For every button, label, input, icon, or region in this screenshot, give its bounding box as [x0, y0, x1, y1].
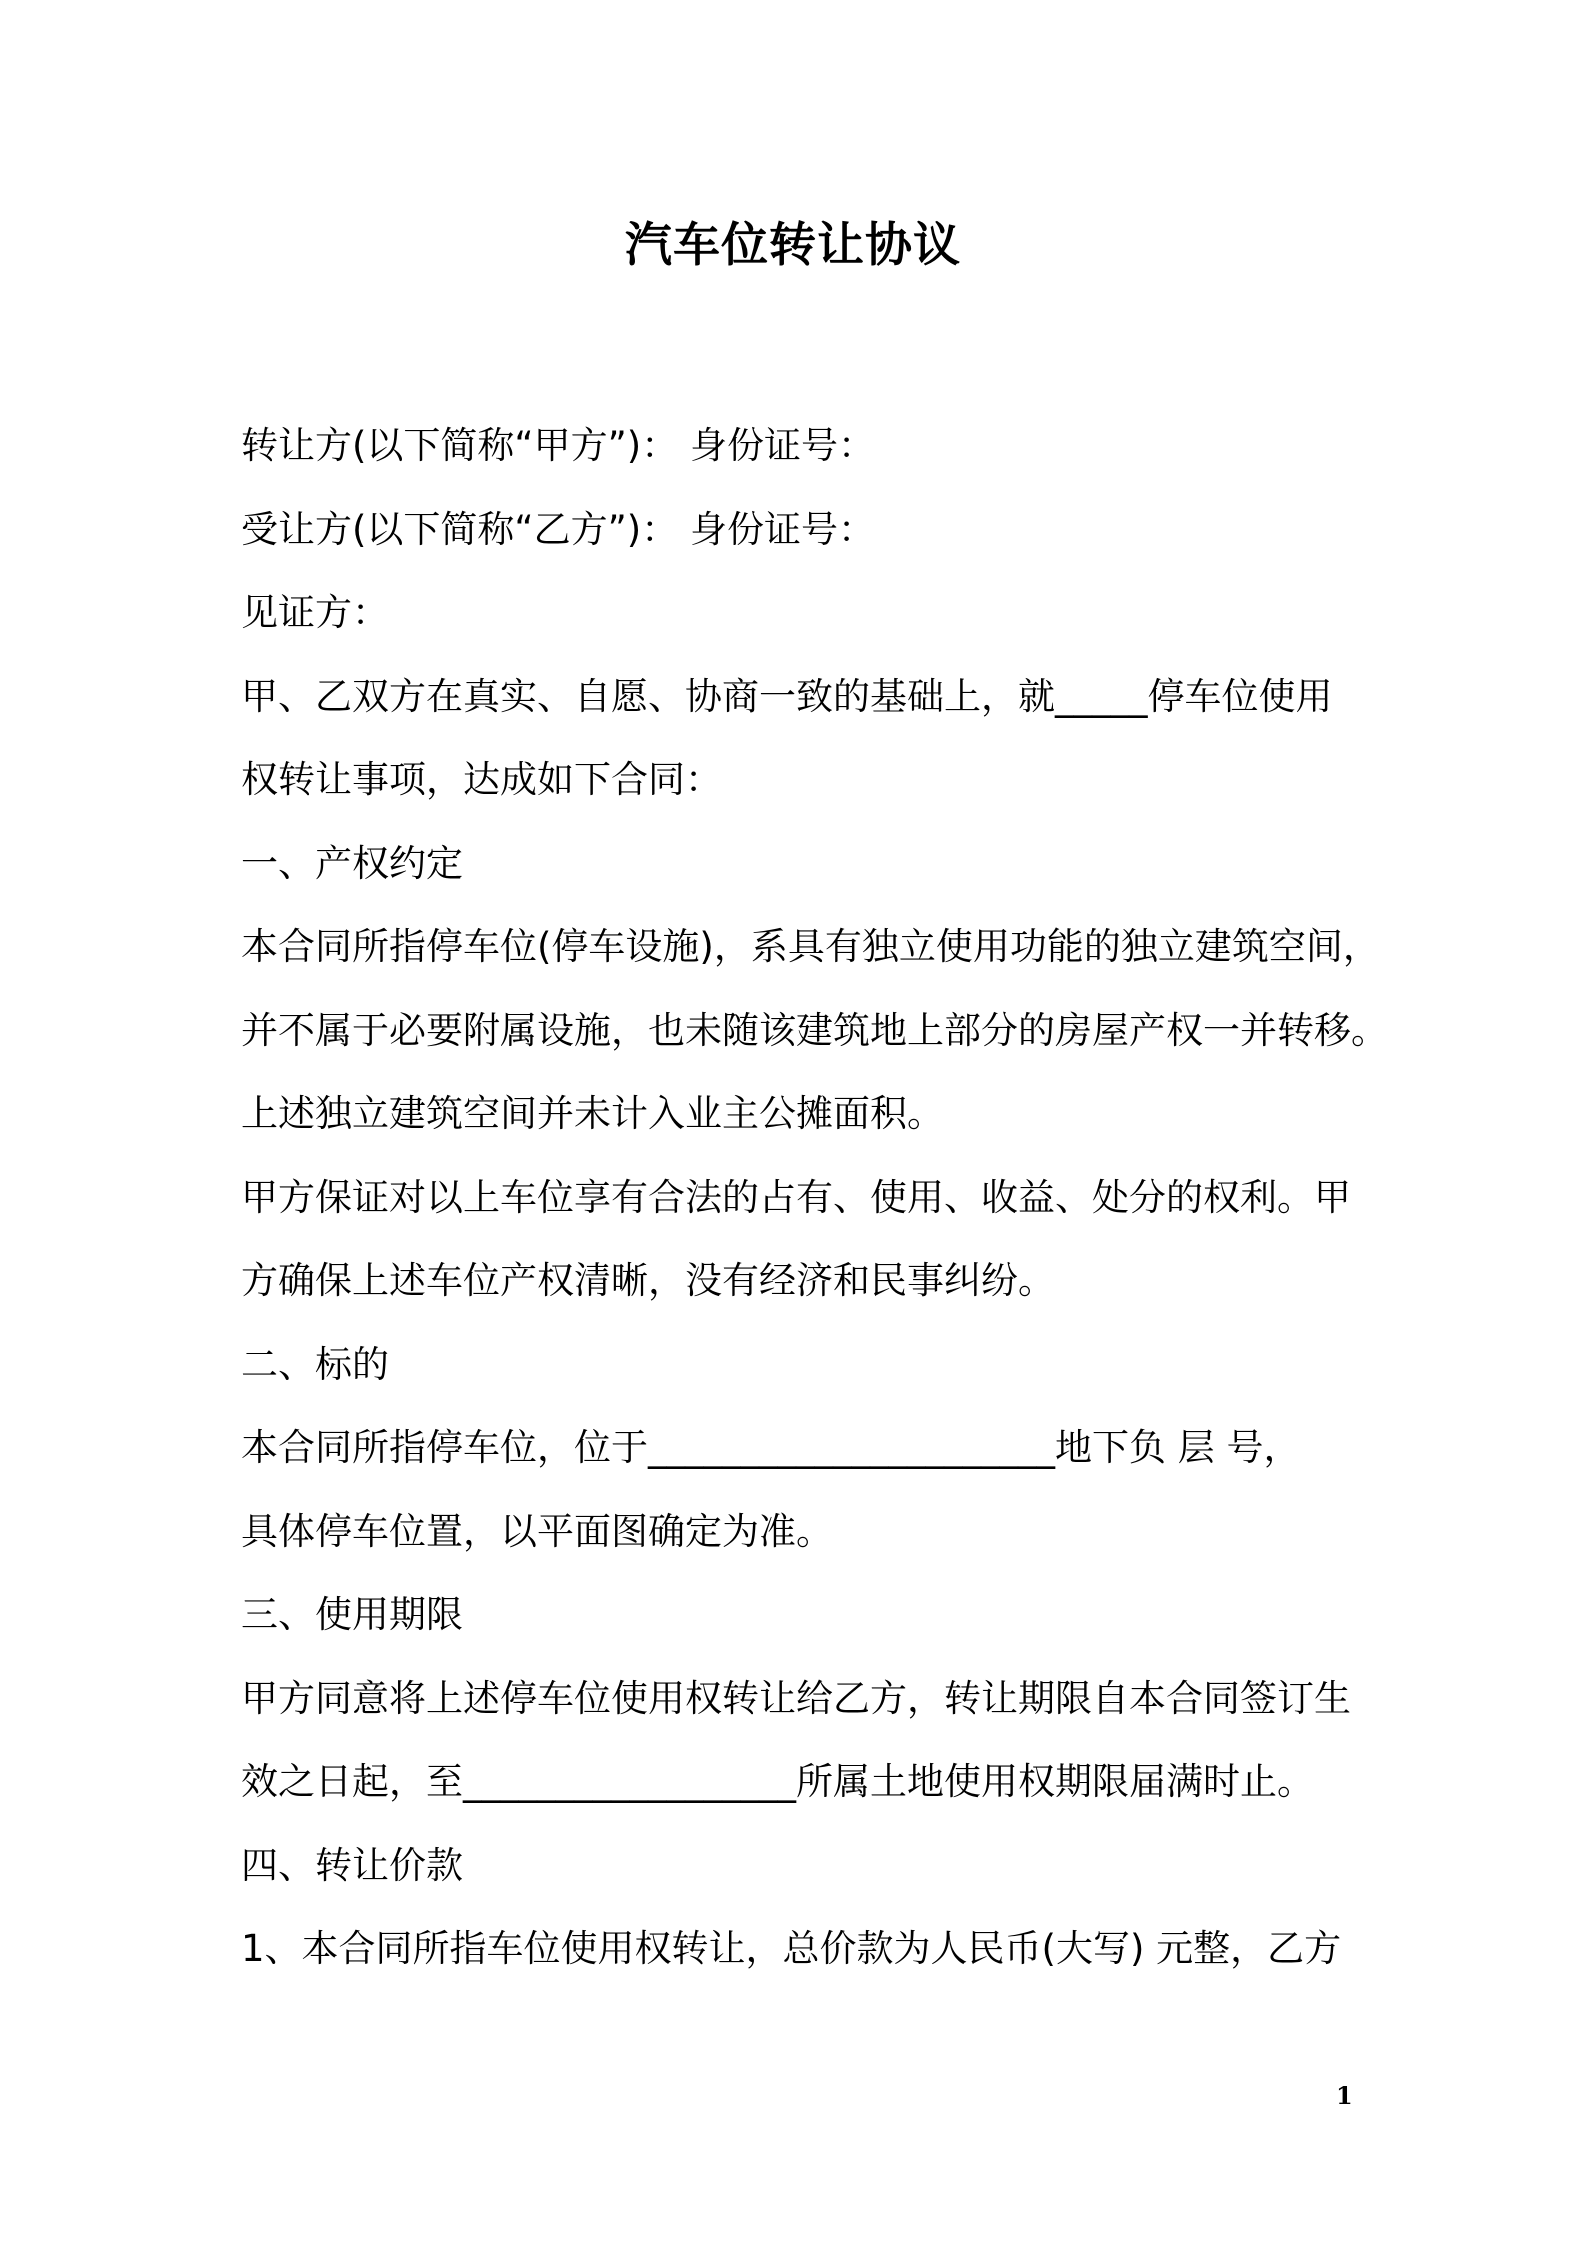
- paragraph-line: 本合同所指停车位(停车设施)，系具有独立使用功能的独立建筑空间，: [241, 925, 1380, 968]
- page-number: 1: [1336, 2081, 1353, 2110]
- paragraph-line: 具体停车位置，以平面图确定为准。: [241, 1509, 833, 1553]
- preamble-line-2: 权转让事项，达成如下合同：: [241, 758, 722, 801]
- paragraph-line: 甲方同意将上述停车位使用权转让给乙方，转让期限自本合同签订生: [241, 1676, 1351, 1720]
- section-heading-3: 三、使用期限: [241, 1593, 463, 1636]
- party-b-line: 受让方(以下简称“乙方”)： 身份证号：: [241, 507, 875, 551]
- paragraph-line: 效之日起，至__________________所属土地使用权期限届满时止。: [241, 1760, 1314, 1803]
- party-a-line: 转让方(以下简称“甲方”)： 身份证号：: [241, 424, 875, 467]
- section-heading-4: 四、转让价款: [241, 1843, 463, 1887]
- paragraph-line: 本合同所指停车位，位于______________________地下负 层 号，: [241, 1426, 1301, 1469]
- section-heading-1: 一、产权约定: [241, 841, 463, 885]
- preamble-line-1: 甲、乙双方在真实、自愿、协商一致的基础上，就_____停车位使用: [241, 674, 1333, 718]
- paragraph-line: 上述独立建筑空间并未计入业主公摊面积。: [241, 1092, 944, 1135]
- paragraph-line: 方确保上述车位产权清晰，没有经济和民事纠纷。: [241, 1259, 1055, 1302]
- paragraph-line: 1、本合同所指车位使用权转让，总价款为人民币(大写) 元整，乙方: [241, 1927, 1342, 1970]
- paragraph-line: 并不属于必要附属设施，也未随该建筑地上部分的房屋产权一并转移。: [241, 1008, 1388, 1052]
- paragraph-line: 甲方保证对以上车位享有合法的占有、使用、收益、处分的权利。甲: [241, 1175, 1351, 1219]
- document-title: 汽车位转让协议: [625, 218, 961, 273]
- document-body: [241, 404, 1391, 1991]
- witness-line: 见证方：: [241, 591, 389, 634]
- section-heading-2: 二、标的: [241, 1342, 389, 1386]
